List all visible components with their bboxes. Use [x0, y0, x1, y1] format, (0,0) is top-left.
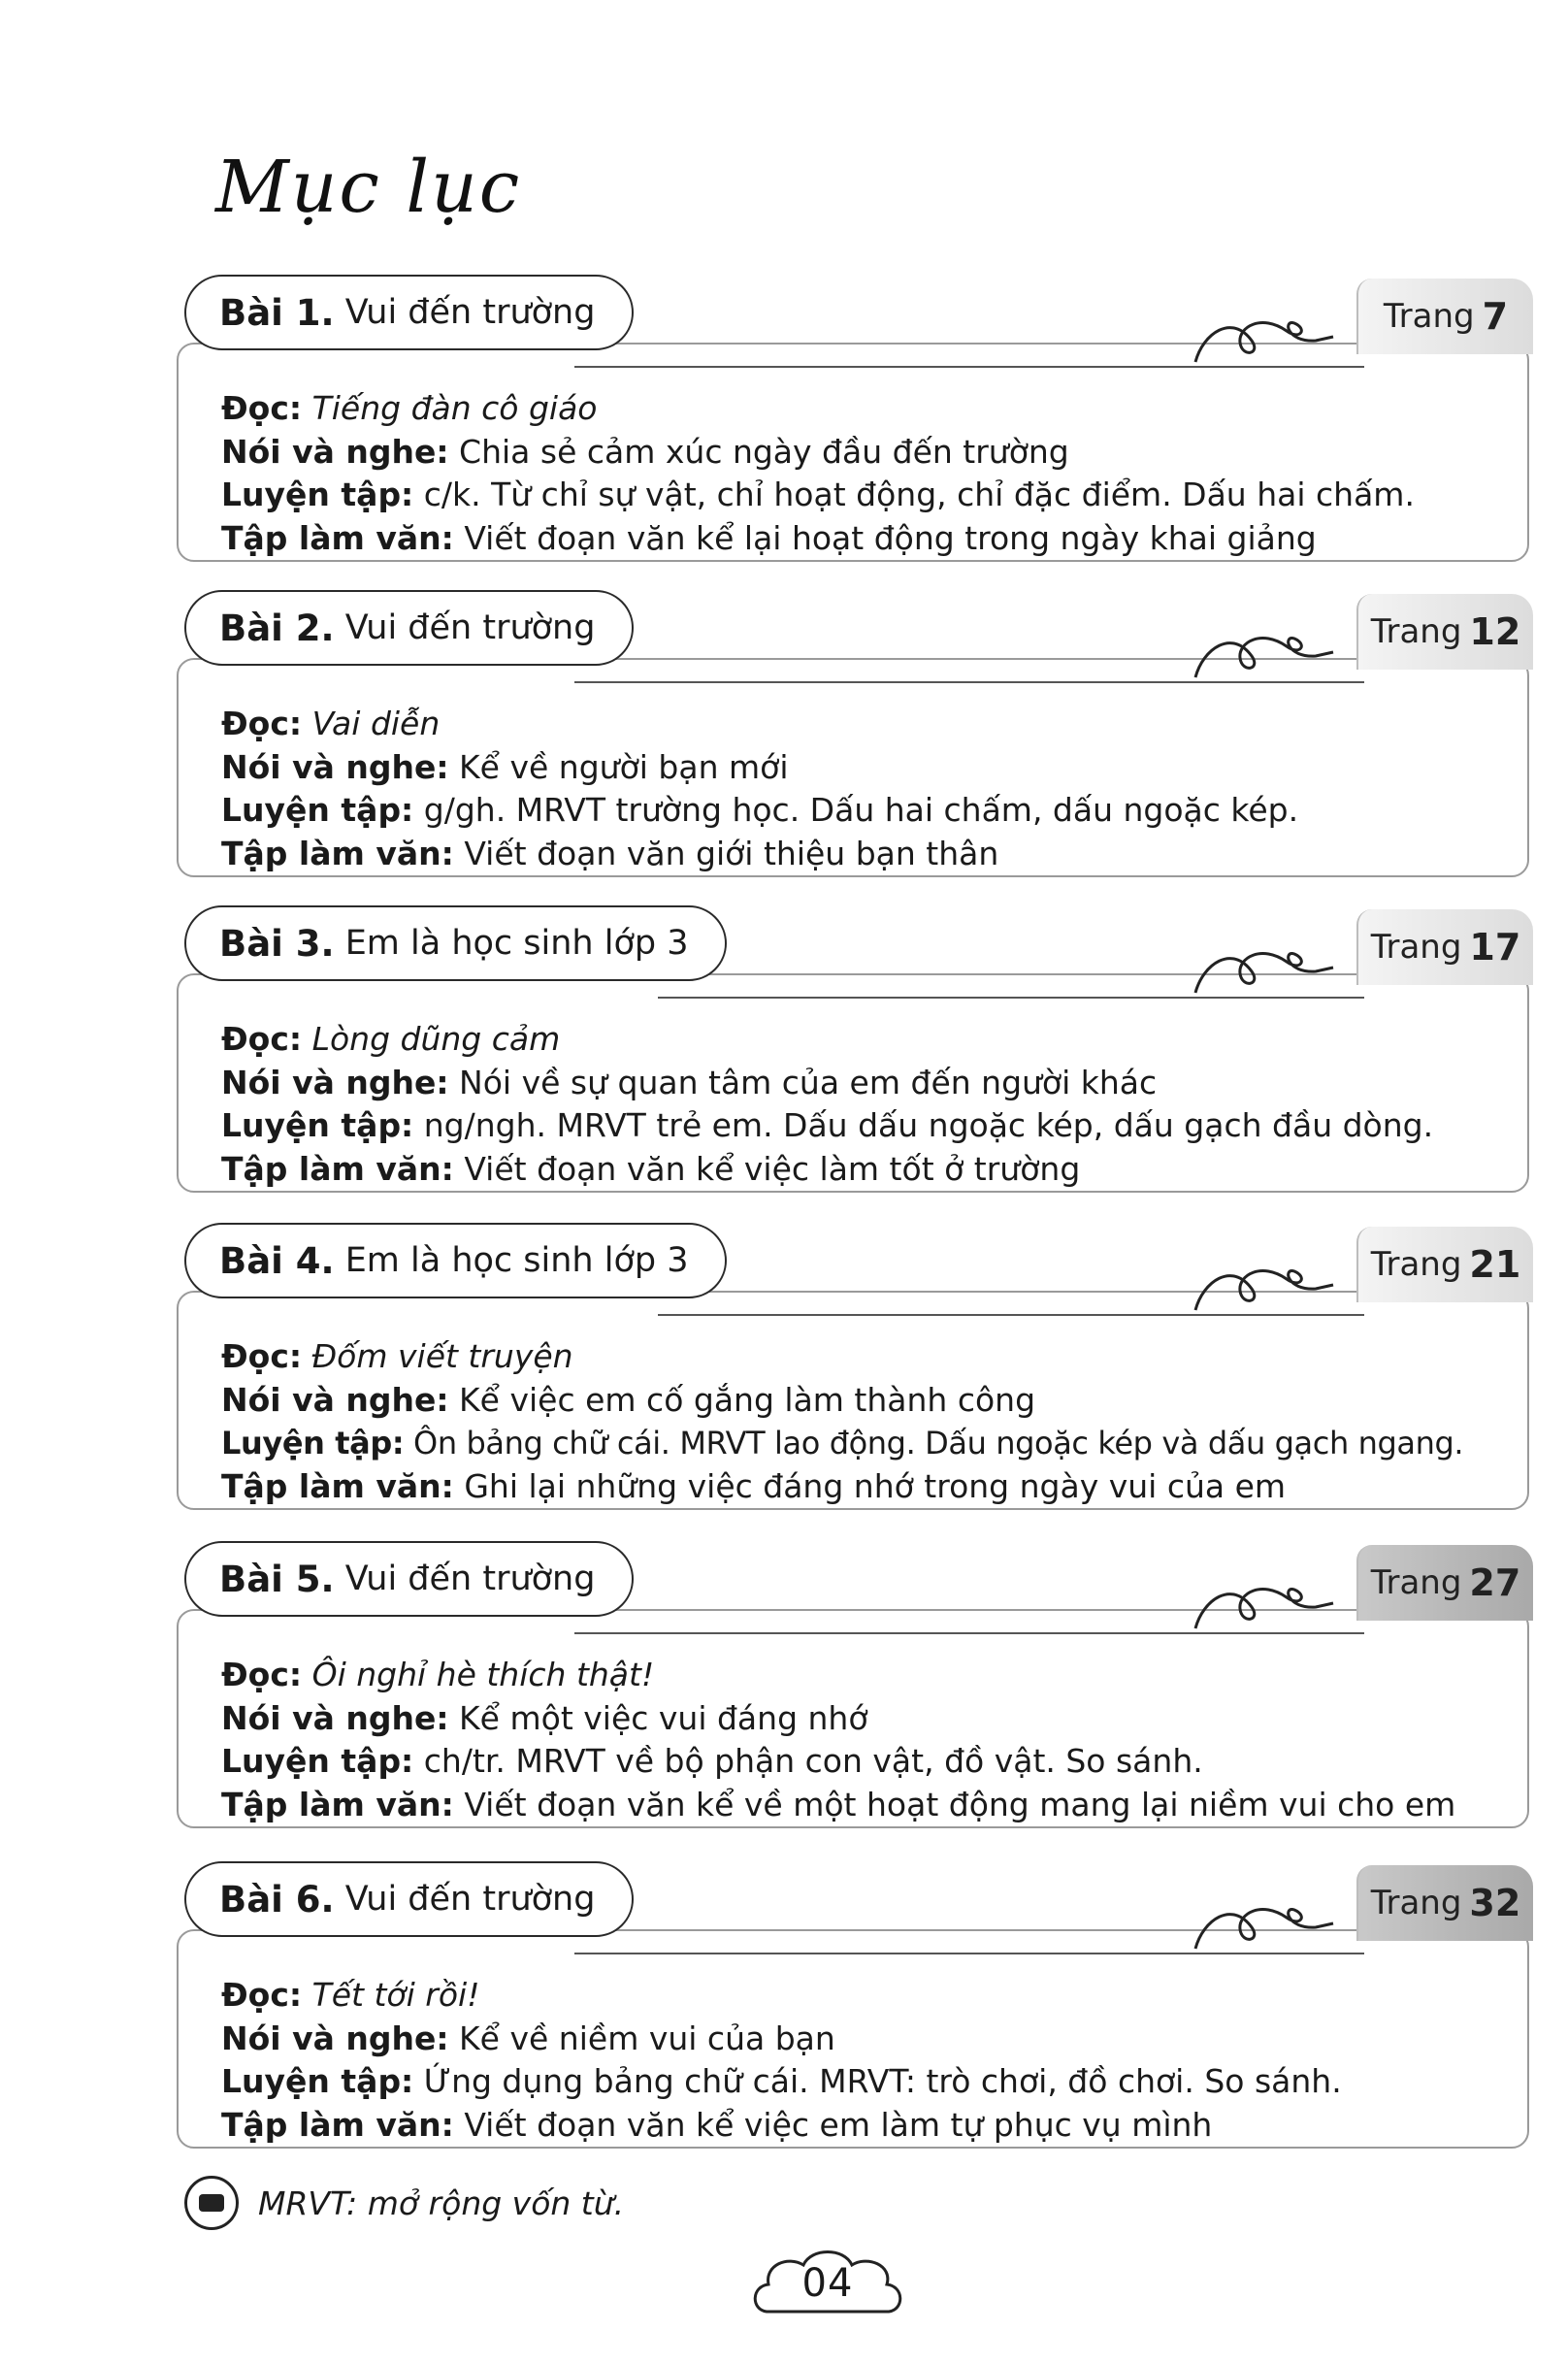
- luyen-row: [221, 1740, 1455, 1784]
- noi-label: Nói và nghe:: [221, 2019, 449, 2057]
- lesson-entry: [177, 275, 1533, 566]
- lesson-entry: [177, 1541, 1533, 1832]
- swirl-ornament-icon: [1193, 294, 1337, 364]
- tlv-text: Viết đoạn văn kể việc em làm tự phục vụ mình: [464, 2105, 1213, 2144]
- page-title: Mục lục: [215, 146, 522, 229]
- doc-label: Đọc:: [221, 389, 303, 427]
- noi-label: Nói và nghe:: [221, 1698, 449, 1737]
- doc-title: Lòng dũng cảm: [311, 1020, 561, 1058]
- page-prefix: Trang: [1370, 1563, 1462, 1602]
- tlv-label: Tập làm văn:: [221, 834, 454, 872]
- page-ref: 21: [1469, 1243, 1521, 1286]
- doc-label: Đọc:: [221, 1020, 303, 1058]
- luyen-text: ng/ngh. MRVT trẻ em. Dấu dấu ngoặc kép, dấu gạch đầu dòng.: [423, 1106, 1434, 1144]
- lesson-name: Vui đến trường: [344, 608, 596, 647]
- luyen-row: [221, 2060, 1342, 2104]
- lesson-title-pill: [184, 905, 727, 981]
- lesson-entry: [177, 1861, 1533, 2152]
- note-abbr: MRVT:: [258, 2183, 358, 2222]
- swirl-ornament-icon: [1193, 609, 1337, 679]
- page-number-text: 04: [801, 2261, 854, 2306]
- doc-row: [221, 1018, 1433, 1062]
- noi-text: Chia sẻ cảm xúc ngày đầu đến trường: [459, 432, 1069, 471]
- header-rule: [574, 681, 1364, 683]
- lesson-name: Vui đến trường: [344, 1560, 596, 1598]
- header-rule: [658, 1314, 1364, 1316]
- doc-label: Đọc:: [221, 1976, 303, 2014]
- luyen-text: Ôn bảng chữ cái. MRVT lao động. Dấu ngoặc kép và dấu gạch ngang.: [413, 1425, 1464, 1461]
- noi-text: Nói về sự quan tâm của em đến người khác: [459, 1063, 1158, 1101]
- luyen-label: Luyện tập:: [221, 1742, 414, 1780]
- noi-label: Nói và nghe:: [221, 1063, 449, 1101]
- doc-title: Đốm viết truyện: [311, 1337, 573, 1375]
- page-number: [747, 2242, 908, 2325]
- luyen-text: c/k. Từ chỉ sự vật, chỉ hoạt động, chỉ đặc điểm. Dấu hai chấm.: [423, 476, 1415, 513]
- lesson-number: Bài 2.: [219, 607, 335, 649]
- lesson-content: [221, 387, 1415, 560]
- luyen-text: Ứng dụng bảng chữ cái. MRVT: trò chơi, đồ chơi. So sánh.: [423, 2062, 1342, 2100]
- lesson-number: Bài 1.: [219, 291, 335, 334]
- page-tab: [1356, 1545, 1533, 1621]
- page-prefix: Trang: [1383, 297, 1475, 336]
- lesson-content: [221, 1654, 1455, 1826]
- page-ref: 17: [1469, 926, 1521, 969]
- lesson-content: [221, 703, 1298, 875]
- lesson-title-pill: [184, 1861, 634, 1937]
- lesson-content: [221, 1974, 1342, 2147]
- luyen-row: [221, 1104, 1433, 1148]
- noi-row: [221, 1697, 1455, 1741]
- luyen-text: ch/tr. MRVT về bộ phận con vật, đồ vật. So sánh.: [423, 1742, 1203, 1780]
- tlv-text: Viết đoạn văn giới thiệu bạn thân: [464, 834, 999, 872]
- luyen-label: Luyện tập:: [221, 2062, 414, 2100]
- luyen-label: Luyện tập:: [221, 476, 414, 513]
- tlv-label: Tập làm văn:: [221, 518, 454, 557]
- luyen-label: Luyện tập:: [221, 1425, 405, 1461]
- doc-title: Tết tới rồi!: [311, 1976, 480, 2014]
- noi-row: [221, 746, 1298, 790]
- page-tab: [1356, 1227, 1533, 1302]
- page-prefix: Trang: [1370, 928, 1462, 967]
- luyen-row: [221, 789, 1298, 833]
- swirl-ornament-icon: [1193, 1242, 1337, 1312]
- doc-row: [221, 1335, 1463, 1379]
- doc-row: [221, 1974, 1342, 2018]
- lesson-title-pill: [184, 275, 634, 350]
- tlv-row: [221, 2104, 1342, 2148]
- lesson-name: Vui đến trường: [344, 1880, 596, 1919]
- tlv-row: [221, 1784, 1455, 1827]
- doc-row: [221, 1654, 1455, 1697]
- tlv-text: Viết đoạn văn kể lại hoạt động trong ngày khai giảng: [464, 518, 1317, 557]
- doc-title: Ôi nghỉ hè thích thật!: [311, 1656, 655, 1693]
- doc-row: [221, 703, 1298, 746]
- lesson-number: Bài 3.: [219, 922, 335, 965]
- lesson-title-pill: [184, 590, 634, 666]
- tlv-text: Viết đoạn văn kể việc làm tốt ở trường: [464, 1149, 1081, 1188]
- tlv-row: [221, 833, 1298, 876]
- tlv-label: Tập làm văn:: [221, 1785, 454, 1823]
- tlv-label: Tập làm văn:: [221, 2105, 454, 2144]
- page-tab: [1356, 594, 1533, 670]
- page-prefix: Trang: [1370, 1884, 1462, 1922]
- note-text: mở rộng vốn từ.: [367, 2183, 625, 2222]
- speech-bubble-icon: [184, 2176, 239, 2230]
- noi-row: [221, 431, 1415, 475]
- page-ref: 7: [1482, 295, 1509, 338]
- tlv-text: Ghi lại những việc đáng nhớ trong ngày vui của em: [464, 1466, 1287, 1505]
- lesson-number: Bài 5.: [219, 1558, 335, 1600]
- swirl-ornament-icon: [1193, 1881, 1337, 1951]
- luyen-text: g/gh. MRVT trường học. Dấu hai chấm, dấu ngoặc kép.: [423, 791, 1299, 829]
- lesson-number: Bài 4.: [219, 1239, 335, 1282]
- abbreviation-note: [184, 2176, 624, 2230]
- tlv-label: Tập làm văn:: [221, 1149, 454, 1188]
- luyen-row: [221, 474, 1415, 517]
- header-rule: [574, 366, 1364, 368]
- lesson-entry: [177, 905, 1533, 1197]
- noi-row: [221, 1062, 1433, 1105]
- page-ref: 27: [1469, 1561, 1521, 1604]
- tlv-row: [221, 517, 1415, 561]
- noi-label: Nói và nghe:: [221, 432, 449, 471]
- doc-label: Đọc:: [221, 1656, 303, 1693]
- noi-text: Kể việc em cố gắng làm thành công: [459, 1380, 1036, 1419]
- page-ref: 12: [1469, 610, 1521, 653]
- lesson-number: Bài 6.: [219, 1878, 335, 1921]
- tlv-row: [221, 1148, 1433, 1192]
- header-rule: [574, 1632, 1364, 1634]
- header-rule: [574, 1953, 1364, 1954]
- noi-row: [221, 1379, 1463, 1423]
- noi-label: Nói và nghe:: [221, 747, 449, 786]
- page-tab: [1356, 1865, 1533, 1941]
- doc-row: [221, 387, 1415, 431]
- noi-label: Nói và nghe:: [221, 1380, 449, 1419]
- noi-text: Kể về người bạn mới: [459, 747, 789, 786]
- swirl-ornament-icon: [1193, 925, 1337, 995]
- lesson-entry: [177, 590, 1533, 881]
- lesson-name: Em là học sinh lớp 3: [344, 924, 689, 963]
- page-ref: 32: [1469, 1882, 1521, 1924]
- lesson-title-pill: [184, 1223, 727, 1298]
- doc-label: Đọc:: [221, 705, 303, 742]
- luyen-row: [221, 1422, 1463, 1465]
- doc-title: Tiếng đàn cô giáo: [311, 389, 598, 427]
- lesson-name: Vui đến trường: [344, 293, 596, 332]
- lesson-title-pill: [184, 1541, 634, 1617]
- doc-label: Đọc:: [221, 1337, 303, 1375]
- lesson-entry: [177, 1223, 1533, 1514]
- page-tab: [1356, 279, 1533, 354]
- luyen-label: Luyện tập:: [221, 1106, 414, 1144]
- tlv-label: Tập làm văn:: [221, 1466, 454, 1505]
- tlv-row: [221, 1465, 1463, 1509]
- header-rule: [658, 997, 1364, 999]
- lesson-content: [221, 1018, 1433, 1191]
- luyen-label: Luyện tập:: [221, 791, 414, 829]
- noi-text: Kể về niềm vui của bạn: [459, 2019, 835, 2057]
- doc-title: Vai diễn: [311, 705, 441, 742]
- noi-text: Kể một việc vui đáng nhớ: [459, 1698, 868, 1737]
- swirl-ornament-icon: [1193, 1560, 1337, 1630]
- noi-row: [221, 2018, 1342, 2061]
- lesson-name: Em là học sinh lớp 3: [344, 1241, 689, 1280]
- page-tab: [1356, 909, 1533, 985]
- page-prefix: Trang: [1370, 1245, 1462, 1284]
- page-prefix: Trang: [1370, 612, 1462, 651]
- lesson-content: [221, 1335, 1463, 1508]
- tlv-text: Viết đoạn văn kể về một hoạt động mang lại niềm vui cho em: [464, 1785, 1456, 1823]
